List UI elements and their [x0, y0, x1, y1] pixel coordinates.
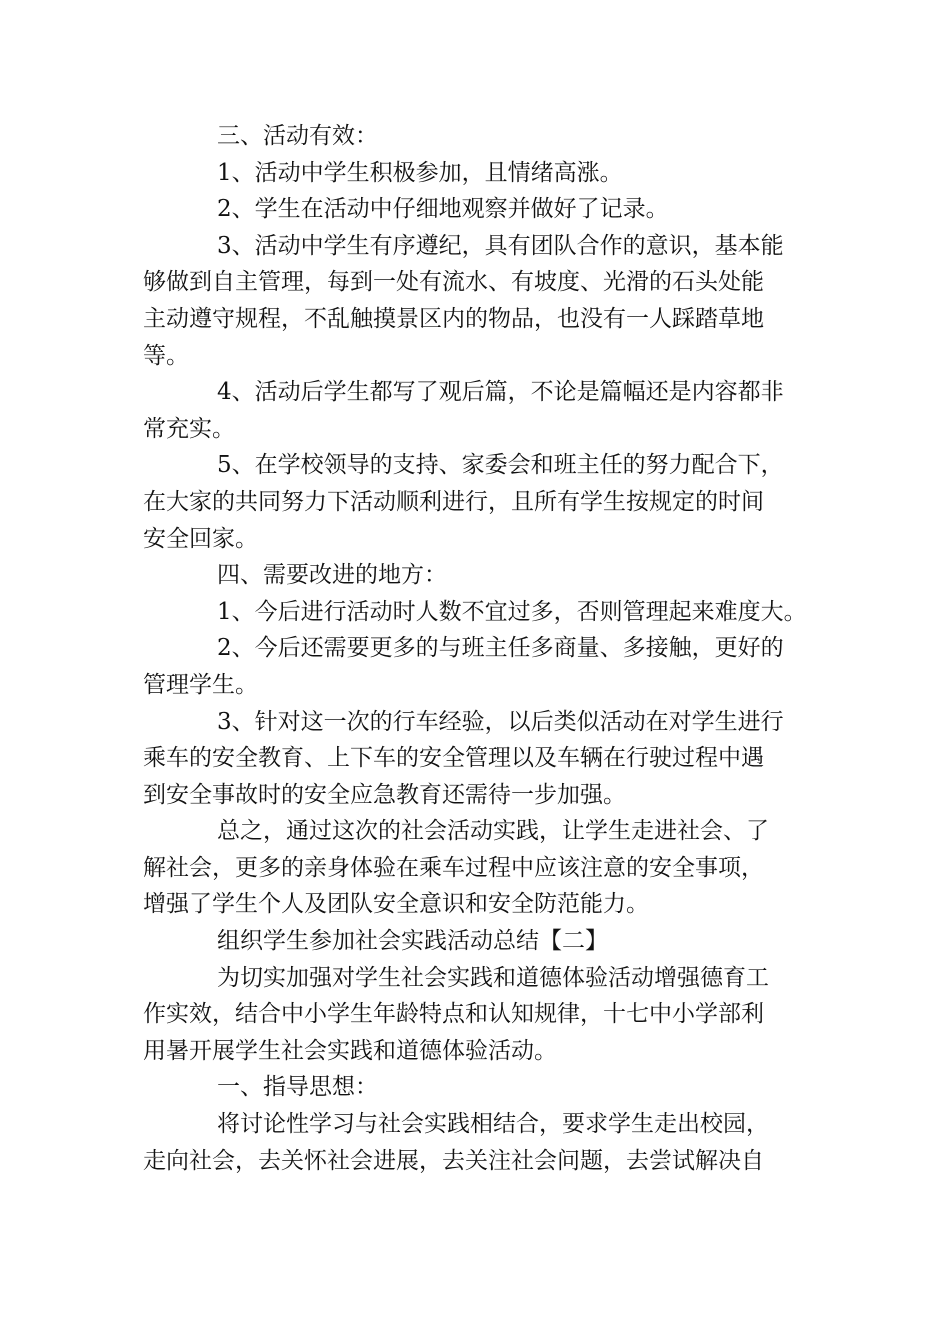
paragraph	[143, 813, 823, 923]
text-line: 三、活动有效：	[217, 123, 378, 149]
paragraph	[143, 1106, 823, 1179]
text-line: 作实效，结合中小学生年龄特点和认知规律，十七中小学部利	[143, 1001, 764, 1028]
text-line: 一、指导思想：	[217, 1074, 378, 1101]
paragraph	[143, 923, 823, 960]
text-line: 1、活动中学生积极参加，且情绪高涨。	[217, 159, 623, 186]
text-line: 3、活动中学生有序遵纪，具有团队合作的意识，基本能	[217, 232, 784, 259]
text-line: 常充实。	[143, 415, 235, 442]
paragraph	[143, 704, 823, 814]
paragraph	[143, 447, 823, 557]
paragraph	[143, 374, 823, 447]
paragraph	[143, 594, 823, 631]
text-line: 管理学生。	[143, 671, 258, 698]
paragraph	[143, 1069, 823, 1106]
paragraph	[143, 557, 823, 594]
text-line: 走向社会，去关怀社会进展，去关注社会问题，去尝试解决自	[143, 1147, 764, 1174]
paragraph	[143, 155, 823, 192]
text-line: 乘车的安全教育、上下车的安全管理以及车辆在行驶过程中遇	[143, 745, 764, 772]
paragraph	[143, 118, 823, 155]
document-body	[143, 118, 823, 1179]
text-line: 用暑开展学生社会实践和道德体验活动。	[143, 1037, 557, 1064]
text-line: 解社会，更多的亲身体验在乘车过程中应该注意的安全事项，	[143, 854, 764, 881]
text-line: 2、学生在活动中仔细地观察并做好了记录。	[217, 196, 669, 223]
text-line: 1、今后进行活动时人数不宜过多，否则管理起来难度大。	[217, 598, 807, 625]
text-line: 增强了学生个人及团队安全意识和安全防范能力。	[143, 891, 649, 918]
text-line: 3、针对这一次的行车经验，以后类似活动在对学生进行	[217, 708, 784, 735]
text-line: 5、在学校领导的支持、家委会和班主任的努力配合下，	[217, 452, 784, 479]
text-line: 到安全事故时的安全应急教育还需待一步加强。	[143, 781, 626, 808]
paragraph	[143, 228, 823, 374]
text-line: 2、今后还需要更多的与班主任多商量、多接触，更好的	[217, 635, 784, 662]
text-line: 总之，通过这次的社会活动实践，让学生走进社会、了	[217, 818, 769, 845]
text-line: 等。	[143, 342, 189, 369]
text-line: 够做到自主管理，每到一处有流水、有坡度、光滑的石头处能	[143, 269, 764, 296]
text-line: 安全回家。	[143, 525, 258, 552]
text-line: 主动遵守规程，不乱触摸景区内的物品，也没有一人踩踏草地	[143, 305, 764, 332]
text-line: 在大家的共同努力下活动顺利进行，且所有学生按规定的时间	[143, 488, 764, 515]
text-line: 组织学生参加社会实践活动总结【二】	[217, 928, 608, 955]
paragraph	[143, 960, 823, 1070]
text-line: 四、需要改进的地方：	[217, 562, 447, 589]
paragraph	[143, 630, 823, 703]
text-line: 4、活动后学生都写了观后篇，不论是篇幅还是内容都非	[217, 379, 784, 406]
text-line: 将讨论性学习与社会实践相结合，要求学生走出校园，	[217, 1111, 769, 1138]
text-line: 为切实加强对学生社会实践和道德体验活动增强德育工	[217, 964, 769, 991]
paragraph	[143, 191, 823, 228]
